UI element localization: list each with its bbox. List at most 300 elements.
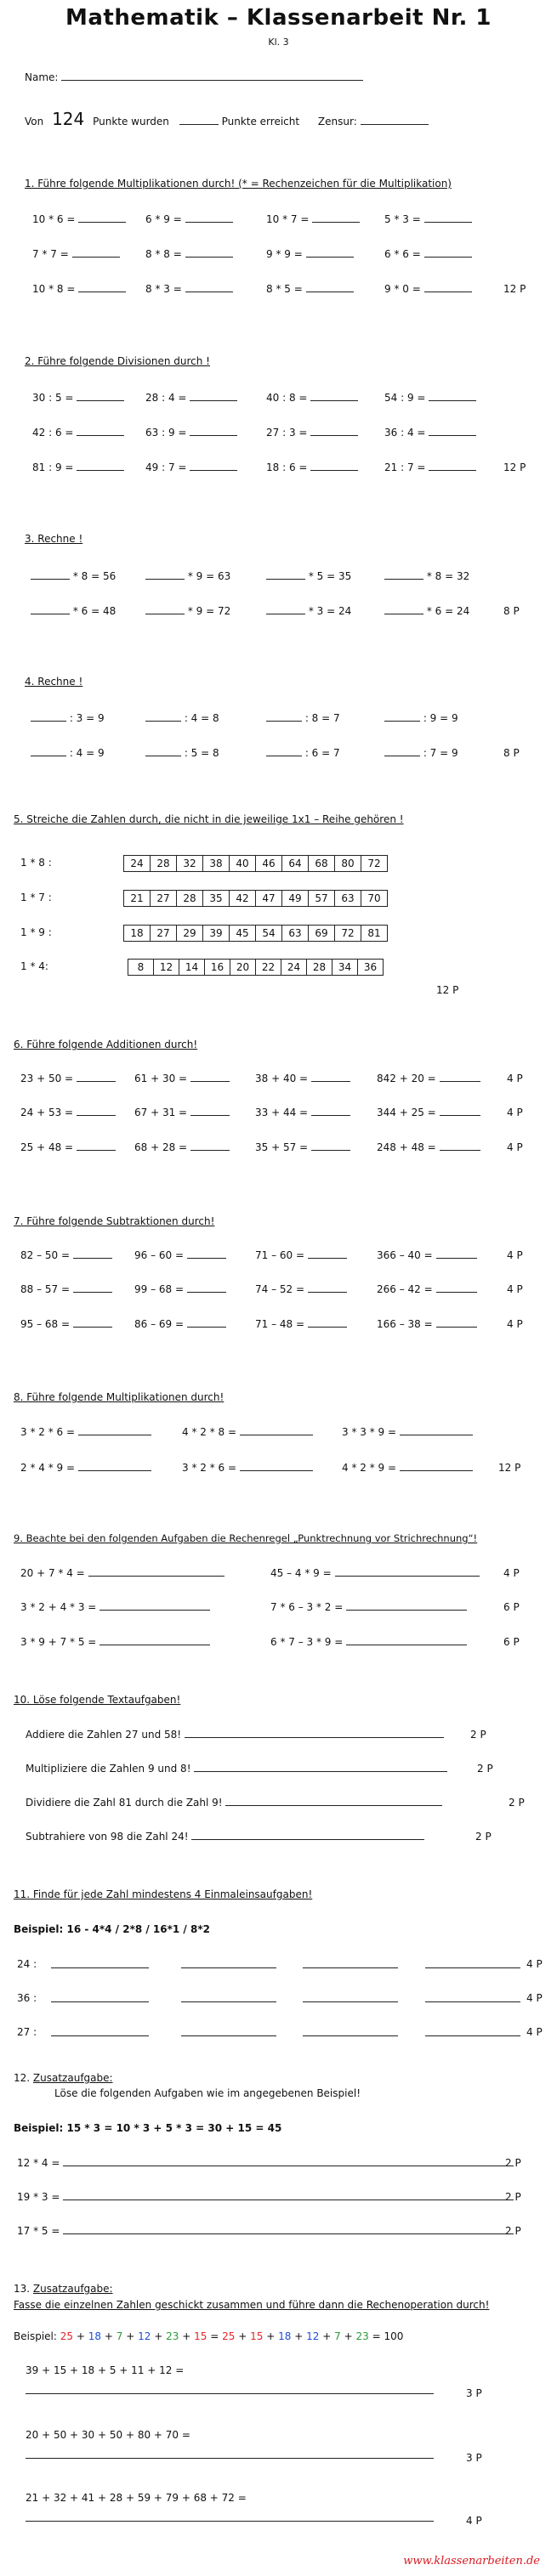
text-task [26,1831,424,1843]
number-cell[interactable]: 29 [177,926,203,942]
answer-blank[interactable] [78,1462,151,1471]
row-label: 1 * 4: [20,960,48,972]
example-number: 7 [116,2330,123,2342]
example-number: 7 [334,2330,341,2342]
number-cell[interactable]: 34 [332,960,358,976]
exercise-text: 74 – 52 = [255,1283,305,1295]
exercise-text: 10 * 7 = [266,213,310,225]
name-label: Name: [25,71,59,83]
answer-blank[interactable] [99,1636,210,1645]
number-cell[interactable]: 12 [154,960,179,976]
exercise-text: 3 * 2 + 4 * 3 = [20,1601,97,1613]
answer-blank[interactable] [308,1318,347,1328]
exercise-item [377,1107,480,1118]
exercise-item [384,427,476,439]
exercise-item [255,1107,350,1118]
exercise-text: 21 : 7 = [384,461,426,473]
exercise-item [20,1249,112,1261]
answer-blank[interactable] [31,570,70,580]
answer-blank[interactable] [31,605,70,614]
exercise-text: 10 * 8 = [32,283,76,295]
exercise-item [377,1141,480,1153]
answer-blank[interactable] [187,1283,226,1293]
operator: + [266,2330,276,2342]
exercise-item [266,427,358,439]
exercise-text: 88 – 57 = [20,1283,71,1295]
exercise-text: : 7 = 9 [423,747,458,759]
number-cell[interactable]: 42 [230,891,256,907]
exercise-item [266,712,340,724]
row-points: 4 P [526,2026,543,2038]
section-points: 12 P [436,984,459,996]
answer-blank[interactable] [181,2027,276,2036]
exercise-item [342,1426,473,1438]
exercise-text: 27 : 3 = [266,427,308,439]
section-13-heading: Zusatzaufgabe: [32,2283,113,2295]
exercise-text: 9 * 0 = [384,283,421,295]
exercise-item [384,605,469,617]
number-row-table [128,959,384,976]
answer-blank[interactable] [78,213,126,223]
answer-blank[interactable] [145,605,185,614]
row-points: 6 P [503,1601,520,1613]
row-points: 3 P [466,2387,482,2399]
number-cell[interactable]: 35 [203,891,230,907]
answer-blank[interactable] [384,570,423,580]
number-cell[interactable]: 47 [256,891,282,907]
answer-blank[interactable] [440,1141,480,1151]
operator: = [210,2330,219,2342]
answer-line[interactable] [26,2512,434,2522]
number-cell[interactable]: 32 [177,856,203,872]
number-cell[interactable]: 72 [335,926,361,942]
exercise-item [134,1107,230,1118]
answer-blank[interactable] [310,392,358,401]
row-points: 4 P [526,1992,543,2004]
number-cell[interactable]: 63 [335,891,361,907]
answer-blank[interactable] [429,461,476,471]
row-points: 4 P [466,2515,482,2527]
answer-blank[interactable] [429,427,476,436]
exercise-item [32,213,126,225]
exercise-text: 36 : 4 = [384,427,426,439]
answer-blank[interactable] [51,2027,149,2036]
row-points: 2 P [475,1831,492,1843]
answer-blank[interactable] [266,747,302,756]
section-3-heading: 3. Rechne ! [25,533,83,545]
number-cell[interactable]: 22 [256,960,281,976]
exercise-text: 35 + 57 = [255,1141,309,1153]
answer-blank[interactable] [400,1426,473,1435]
answer-blank[interactable] [384,605,423,614]
answer-blank[interactable] [436,1249,477,1259]
row-points: 4 P [507,1107,523,1118]
answer-blank[interactable] [384,712,420,722]
exercise-text: 3 * 2 * 6 = [182,1462,237,1474]
exercise-text: 2 * 4 * 9 = [20,1462,76,1474]
points-max: 124 [52,109,85,129]
answer-blank[interactable] [73,1283,112,1293]
exercise-text: 8 * 8 = [145,248,182,260]
exercise-text: 344 + 25 = [377,1107,436,1118]
exercise-text: 3 * 2 * 6 = [20,1426,76,1438]
row-points: 3 P [466,2452,482,2464]
section-13-number: 13. [14,2283,31,2295]
exercise-text: 21 + 32 + 41 + 28 + 59 + 79 + 68 + 72 = [26,2492,247,2504]
exercise-item [266,570,351,582]
answer-blank[interactable] [88,1567,225,1577]
exercise-item [266,461,358,473]
number-cell[interactable]: 69 [309,926,335,942]
exercise-item [32,427,124,439]
answer-blank[interactable] [425,2027,520,2036]
number-cell[interactable]: 63 [282,926,309,942]
row-points: 4 P [507,1318,523,1330]
answer-blank[interactable] [311,1141,350,1151]
exercise-item [134,1249,226,1261]
footer-url[interactable]: www.klassenarbeiten.de [403,2555,540,2568]
class-label: Kl. 3 [268,37,289,48]
answer-blank[interactable] [145,712,181,722]
exercise-text: 8 * 5 = [266,283,303,295]
answer-blank[interactable] [185,283,233,292]
exercise-text: 4 * 2 * 9 = [342,1462,397,1474]
section-12-heading-row [14,2072,113,2084]
exercise-text: 9 * 9 = [266,248,303,260]
answer-blank[interactable] [51,1993,149,2002]
number-cell[interactable]: 38 [203,856,230,872]
section-13-example-label: Beispiel: [14,2330,57,2342]
number-label: 27 : [17,2026,37,2038]
exercise-text: 20 + 7 * 4 = [20,1567,85,1579]
answer-blank[interactable] [73,1249,112,1259]
answer-blank[interactable] [190,461,237,471]
answer-blank[interactable] [145,570,185,580]
number-cell[interactable]: 28 [151,856,177,872]
number-cell[interactable]: 68 [309,856,335,872]
answer-blank[interactable] [240,1462,313,1471]
number-label: 36 : [17,1992,37,2004]
number-row-table [123,925,388,942]
exercise-text: 30 : 5 = [32,392,74,404]
section-11-heading: 11. Finde für jede Zahl mindestens 4 Einmaleinsaufgaben! [14,1888,313,1900]
answer-blank[interactable] [440,1073,480,1082]
exercise-item [134,1073,230,1084]
page-title: Mathematik – Klassenarbeit Nr. 1 [65,5,492,31]
exercise-item [377,1249,477,1261]
number-cell[interactable]: 40 [230,856,256,872]
example-number: 18 [88,2330,102,2342]
answer-blank[interactable] [181,1993,276,2002]
exercise-text: 71 – 60 = [255,1249,305,1261]
answer-blank[interactable] [77,392,124,401]
exercise-text: 63 : 9 = [145,427,187,439]
answer-blank[interactable] [187,1318,226,1328]
row-points: 4 P [507,1141,523,1153]
section-4-heading: 4. Rechne ! [25,676,83,688]
example-number: 18 [278,2330,292,2342]
number-cell[interactable]: 70 [361,891,388,907]
number-cell[interactable]: 18 [124,926,151,942]
answer-blank[interactable] [63,2157,514,2166]
section-13-heading-row [14,2283,113,2295]
exercise-item [32,283,126,295]
number-cell[interactable]: 21 [124,891,151,907]
answer-blank[interactable] [310,427,358,436]
answer-blank[interactable] [77,1107,116,1116]
example-number: 12 [138,2330,151,2342]
answer-blank[interactable] [424,213,472,223]
section-12-heading: Zusatzaufgabe: [32,2072,113,2084]
answer-blank[interactable] [190,427,237,436]
operator: + [76,2330,85,2342]
answer-blank[interactable] [266,605,305,614]
answer-blank[interactable] [31,747,66,756]
exercise-item [145,570,230,582]
row-points: 4 P [507,1073,523,1084]
answer-blank[interactable] [73,1318,112,1328]
answer-blank[interactable] [194,1763,447,1772]
number-cell[interactable]: 20 [230,960,256,976]
answer-blank[interactable] [190,1141,230,1151]
exercise-item [145,248,233,260]
exercise-text: * 5 = 35 [308,570,352,582]
exercise-text: 67 + 31 = [134,1107,188,1118]
answer-line[interactable] [26,2385,434,2394]
answer-blank[interactable] [145,747,181,756]
answer-blank[interactable] [78,283,126,292]
answer-blank[interactable] [77,1141,116,1151]
exercise-item [17,2225,514,2237]
answer-blank[interactable] [72,248,120,258]
answer-blank[interactable] [77,427,124,436]
exercise-text: 96 – 60 = [134,1249,185,1261]
answer-blank[interactable] [303,1993,398,2002]
answer-blank[interactable] [63,2225,514,2234]
answer-blank[interactable] [187,1249,226,1259]
exercise-text: 5 * 3 = [384,213,421,225]
answer-blank[interactable] [308,1283,347,1293]
exercise-item [377,1073,480,1084]
exercise-text: 40 : 8 = [266,392,308,404]
answer-blank[interactable] [63,2191,514,2200]
example-number: 23 [355,2330,369,2342]
exercise-item [255,1141,350,1153]
answer-blank[interactable] [181,1959,276,1968]
number-cell[interactable]: 28 [177,891,203,907]
answer-blank[interactable] [190,1073,230,1082]
exercise-text: 166 – 38 = [377,1318,433,1330]
points-achieved-field[interactable] [179,116,219,125]
answer-blank[interactable] [31,712,66,722]
answer-blank[interactable] [311,1107,350,1116]
exercise-item [20,1283,112,1295]
example-number: 25 [60,2330,74,2342]
operator: + [182,2330,191,2342]
answer-blank[interactable] [440,1107,480,1116]
answer-blank[interactable] [424,248,472,258]
row-points: 2 P [477,1763,493,1775]
answer-blank[interactable] [312,213,360,223]
example-number: 15 [250,2330,264,2342]
exercise-item [17,2157,514,2169]
exercise-text: 20 + 50 + 30 + 50 + 80 + 70 = [26,2429,190,2441]
answer-blank[interactable] [425,1993,520,2002]
section-13-example [14,2330,403,2342]
answer-blank[interactable] [190,1107,230,1116]
answer-blank[interactable] [266,712,302,722]
grade-field[interactable] [361,116,429,125]
answer-blank[interactable] [335,1567,480,1577]
answer-blank[interactable] [436,1318,477,1328]
answer-blank[interactable] [185,248,233,258]
answer-blank[interactable] [51,1959,149,1968]
row-label: 1 * 8 : [20,857,52,869]
exercise-text: 45 – 4 * 9 = [270,1567,332,1579]
answer-blank[interactable] [78,1426,151,1435]
exercise-item [266,213,360,225]
exercise-text: * 6 = 48 [72,605,117,617]
exercise-text: : 6 = 7 [304,747,340,759]
example-number: 15 [194,2330,207,2342]
answer-blank[interactable] [436,1283,477,1293]
exercise-text: 6 * 6 = [384,248,421,260]
task-text: Multipliziere die Zahlen 9 und 8! [26,1763,191,1775]
section-6-heading: 6. Führe folgende Additionen durch! [14,1039,198,1050]
exercise-text: 6 * 7 – 3 * 9 = [270,1636,344,1648]
exercise-item [384,283,472,295]
number-cell[interactable]: 39 [203,926,230,942]
exercise-text: 81 : 9 = [32,461,74,473]
exercise-item [20,1636,210,1648]
operator: + [154,2330,163,2342]
section-9-heading: 9. Beachte bei den folgenden Aufgaben die Rechenregel „Punktrechnung vor Strichrechnung“! [14,1532,478,1544]
answer-blank[interactable] [303,1959,398,1968]
exercise-item [384,570,469,582]
answer-line[interactable] [26,2449,434,2459]
number-cell[interactable]: 72 [361,856,388,872]
number-cell[interactable]: 8 [128,960,154,976]
exercise-text: 3 * 3 * 9 = [342,1426,397,1438]
answer-blank[interactable] [346,1601,467,1611]
exercise-item [145,747,219,759]
answer-blank[interactable] [400,1462,473,1471]
answer-blank[interactable] [306,248,354,258]
exercise-item [145,392,237,404]
number-cell[interactable]: 27 [151,891,177,907]
number-cell[interactable]: 54 [256,926,282,942]
answer-blank[interactable] [308,1249,347,1259]
number-cell[interactable]: 81 [361,926,388,942]
operator: = [372,2330,381,2342]
exercise-text: : 9 = 9 [423,712,458,724]
section-8-heading: 8. Führe folgende Multiplikationen durch! [14,1391,225,1403]
answer-blank[interactable] [346,1636,467,1645]
name-field[interactable] [61,71,363,81]
answer-blank[interactable] [190,392,237,401]
exercise-item [145,712,219,724]
exercise-item [342,1462,473,1474]
number-cell[interactable]: 49 [282,891,309,907]
number-cell[interactable]: 46 [256,856,282,872]
exercise-item [255,1283,347,1295]
exercise-item [32,248,120,260]
points-erreicht-label: Punkte erreicht [221,116,300,127]
answer-blank[interactable] [425,1959,520,1968]
section-points: 12 P [498,1462,521,1474]
answer-blank[interactable] [306,283,354,292]
exercise-text: 3 * 9 + 7 * 5 = [20,1636,97,1648]
exercise-text: * 8 = 32 [426,570,470,582]
number-cell[interactable]: 45 [230,926,256,942]
exercise-item [20,1141,116,1153]
exercise-item [270,1601,467,1613]
section-12-instruction: Löse die folgenden Aufgaben wie im angegebenen Beispiel! [54,2087,361,2099]
operator: + [322,2330,332,2342]
section-points: 12 P [503,461,526,473]
number-cell[interactable]: 16 [205,960,230,976]
exercise-item [31,570,116,582]
section-points: 12 P [503,283,526,295]
answer-blank[interactable] [185,213,233,223]
number-cell[interactable]: 36 [358,960,384,976]
answer-blank[interactable] [77,1073,116,1082]
row-points: 4 P [507,1283,523,1295]
answer-blank[interactable] [310,461,358,471]
number-cell[interactable]: 14 [179,960,205,976]
exercise-text: 12 * 4 = [17,2157,60,2169]
operator: + [104,2330,113,2342]
exercise-item [134,1141,230,1153]
section-points: 8 P [503,747,520,759]
answer-blank[interactable] [99,1601,210,1611]
answer-blank[interactable] [311,1073,350,1082]
answer-blank[interactable] [303,2027,398,2036]
exercise-text: 266 – 42 = [377,1283,433,1295]
number-cell[interactable]: 64 [282,856,309,872]
number-cell[interactable]: 80 [335,856,361,872]
answer-blank[interactable] [77,461,124,471]
number-cell[interactable]: 27 [151,926,177,942]
number-row-table [123,890,388,907]
exercise-text: 10 * 6 = [32,213,76,225]
operator: + [238,2330,247,2342]
answer-blank[interactable] [225,1797,442,1806]
section-12-example: Beispiel: 15 * 3 = 10 * 3 + 5 * 3 = 30 + 15 = 45 [14,2122,282,2134]
answer-blank[interactable] [185,1729,444,1738]
exercise-item [255,1249,347,1261]
answer-blank[interactable] [429,392,476,401]
exercise-item [377,1318,477,1330]
answer-blank[interactable] [240,1426,313,1435]
answer-blank[interactable] [384,747,420,756]
answer-blank[interactable] [424,283,472,292]
exercise-text: * 9 = 63 [187,570,231,582]
number-cell[interactable]: 57 [309,891,335,907]
answer-blank[interactable] [266,570,305,580]
exercise-item [182,1426,313,1438]
number-cell[interactable]: 24 [124,856,151,872]
text-task [26,1729,444,1741]
exercise-item [20,1601,210,1613]
exercise-text: 71 – 48 = [255,1318,305,1330]
answer-blank[interactable] [191,1831,424,1840]
exercise-text: 8 * 3 = [145,283,182,295]
number-cell[interactable]: 24 [281,960,307,976]
exercise-item [182,1462,313,1474]
number-cell[interactable]: 28 [307,960,332,976]
section-7-heading: 7. Führe folgende Subtraktionen durch! [14,1215,215,1227]
